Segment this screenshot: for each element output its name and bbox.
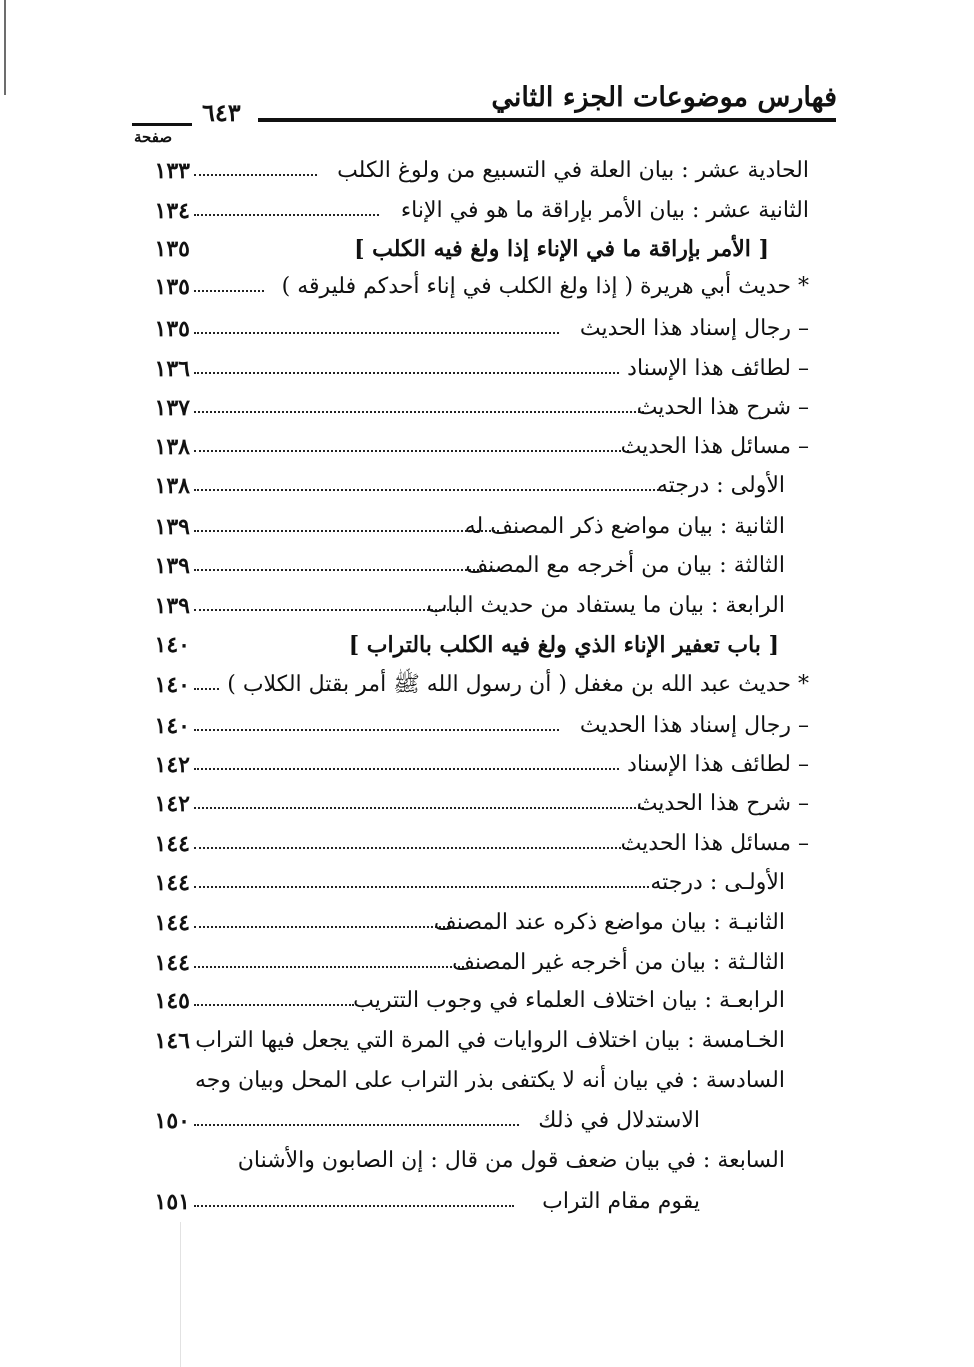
toc-entry-continuation — [140, 1102, 809, 1140]
header-rule — [258, 118, 836, 122]
leader-dots — [194, 372, 619, 374]
entry-page: ١٤٠ — [154, 672, 190, 698]
entry-text: الرابعة : بيان ما يستفاد من حديث الباب — [426, 593, 785, 618]
entry-page: ١٣٩ — [154, 593, 190, 619]
leader-dots — [194, 966, 464, 968]
entry-page: ١٤٠ — [154, 713, 190, 739]
leader-dots — [194, 290, 264, 292]
toc-entry — [140, 508, 809, 546]
page-edge-shadow — [4, 0, 6, 95]
entry-page: ١٣٣ — [154, 158, 190, 184]
entry-page: ١٤٤ — [154, 870, 190, 896]
leader-dots — [194, 688, 219, 690]
entry-page: ١٣٨ — [154, 473, 190, 499]
entry-text: الحادية عشر : بيان العلة في التسبيع من ولوغ الكلب — [337, 158, 809, 183]
leader-dots — [194, 332, 559, 334]
entry-page: ١٤٥ — [154, 988, 190, 1014]
leader-dots — [194, 411, 644, 413]
entry-text: [ الأمر بإراقة ما في الإناء إذا ولغ فيه الكلب ] — [354, 236, 769, 262]
entry-page: ١٣٨ — [154, 434, 190, 460]
entry-text: – شرح هذا الحديث — [636, 395, 809, 420]
leader-dots — [194, 489, 659, 491]
entry-text: – رجال إسناد هذا الحديث — [579, 713, 809, 738]
entry-page: ١٣٦ — [154, 356, 190, 382]
toc-entry — [140, 944, 809, 982]
toc-entry — [140, 152, 809, 190]
toc-entry — [140, 428, 809, 466]
page-number: ٦٤٣ — [202, 98, 241, 127]
entry-page: ١٣٧ — [154, 395, 190, 421]
toc-entry — [140, 982, 809, 1020]
toc-entry-continuation — [140, 1183, 809, 1221]
toc-entry — [140, 904, 809, 942]
leader-dots — [194, 609, 449, 611]
leader-dots — [194, 729, 559, 731]
leader-dots — [194, 926, 449, 928]
toc-entry — [140, 547, 809, 585]
entry-text: الثالثة : بيان من أخرجه مع المصنف — [465, 553, 785, 578]
entry-text: – مسائل هذا الحديث — [620, 434, 809, 459]
entry-text: السابعة : في بيان ضعف قول من قال : إن الصابون والأشنان — [237, 1148, 785, 1173]
entry-page: ١٣٥ — [154, 236, 190, 262]
entry-text: الأولـى : درجته — [650, 870, 785, 895]
entry-text: – مسائل هذا الحديث — [620, 831, 809, 856]
toc-entry — [140, 785, 809, 823]
entry-text: السادسة : في بيان أنه لا يكتفى بذر التراب على المحل وبيان وجه — [194, 1068, 785, 1093]
entry-page: ١٤٢ — [154, 752, 190, 778]
entry-page: ١٣٩ — [154, 514, 190, 540]
entry-page: ١٣٥ — [154, 274, 190, 300]
toc-entry — [140, 587, 809, 625]
toc-entry — [140, 1142, 809, 1180]
toc-entry — [140, 825, 809, 863]
entry-text: الخـامسة : بيان اختلاف الروايات في المرة التي يجعل فيها التراب — [195, 1028, 785, 1053]
toc-entry — [140, 192, 809, 230]
entry-page: ١٥٠ — [154, 1108, 190, 1134]
toc-entry — [140, 268, 809, 306]
toc-entry — [140, 864, 809, 902]
entry-text: الثانية : بيان مواضع ذكر المصنف له — [464, 514, 785, 539]
leader-dots — [194, 530, 499, 532]
leader-dots — [194, 847, 629, 849]
leader-dots — [194, 1004, 354, 1006]
toc-entry — [140, 707, 809, 745]
toc-entry — [140, 746, 809, 784]
toc-entry — [140, 310, 809, 348]
leader-dots — [194, 1124, 519, 1126]
page-fold-line — [180, 1222, 181, 1367]
running-title: فهارس موضوعات الجزء الثاني — [491, 82, 837, 113]
entry-page: ١٣٩ — [154, 553, 190, 579]
entry-page: ١٤٤ — [154, 831, 190, 857]
leader-dots — [194, 807, 644, 809]
entry-text: – شرح هذا الحديث — [636, 791, 809, 816]
entry-text: الأولى : درجته — [656, 473, 785, 498]
entry-page: ١٤٢ — [154, 791, 190, 817]
toc-entry — [140, 666, 809, 704]
entry-page: ١٣٥ — [154, 316, 190, 342]
toc-entry — [140, 1022, 809, 1060]
column-rule — [132, 123, 192, 126]
toc-section-heading — [140, 230, 809, 268]
entry-page: ١٤٤ — [154, 950, 190, 976]
leader-dots — [194, 214, 379, 216]
entry-text: – لطائف هذا الإسناد — [627, 752, 809, 777]
entry-text: الثانية عشر : بيان الأمر بإراقة ما هو في الإناء — [400, 198, 809, 223]
entry-page: ١٥١ — [154, 1189, 190, 1215]
entry-text: * حديث أبي هريرة ( إذا ولغ الكلب في إناء أحدكم فليرقه ) — [281, 274, 809, 299]
entry-page: ١٣٤ — [154, 198, 190, 224]
toc-entry — [140, 389, 809, 427]
entry-text: الرابعـة : بيان اختلاف العلماء في وجوب التتريب — [353, 988, 785, 1013]
toc-entry — [140, 467, 809, 505]
entry-text: الاستدلال في ذلك — [538, 1108, 700, 1133]
toc-section-heading — [140, 626, 809, 664]
leader-dots — [194, 768, 619, 770]
entry-text: * حديث عبد الله بن مغفل ( أن رسول الله ﷺ أمر بقتل الكلاب ) — [227, 672, 809, 697]
entry-page: ١٤٤ — [154, 910, 190, 936]
entry-text: – رجال إسناد هذا الحديث — [579, 316, 809, 341]
toc-entry — [140, 1062, 809, 1100]
entry-text: الثالـثة : بيان من أخرجه غير المصنف — [452, 950, 785, 975]
leader-dots — [194, 450, 629, 452]
entry-text: يقوم مقام التراب — [542, 1189, 700, 1214]
leader-dots — [194, 886, 649, 888]
toc-entry — [140, 350, 809, 388]
entry-text: – لطائف هذا الإسناد — [627, 356, 809, 381]
leader-dots — [194, 569, 499, 571]
leader-dots — [194, 1205, 514, 1207]
entry-text: [ باب تعفير الإناء الذي ولغ فيه الكلب بالتراب ] — [348, 632, 779, 658]
entry-page: ١٤٦ — [154, 1028, 190, 1054]
entry-page: ١٤٠ — [154, 632, 190, 658]
entry-text: الثانيـة : بيان مواضع ذكره عند المصنف — [433, 910, 785, 935]
leader-dots — [194, 174, 317, 176]
page-column-label: صفحة — [134, 128, 173, 146]
